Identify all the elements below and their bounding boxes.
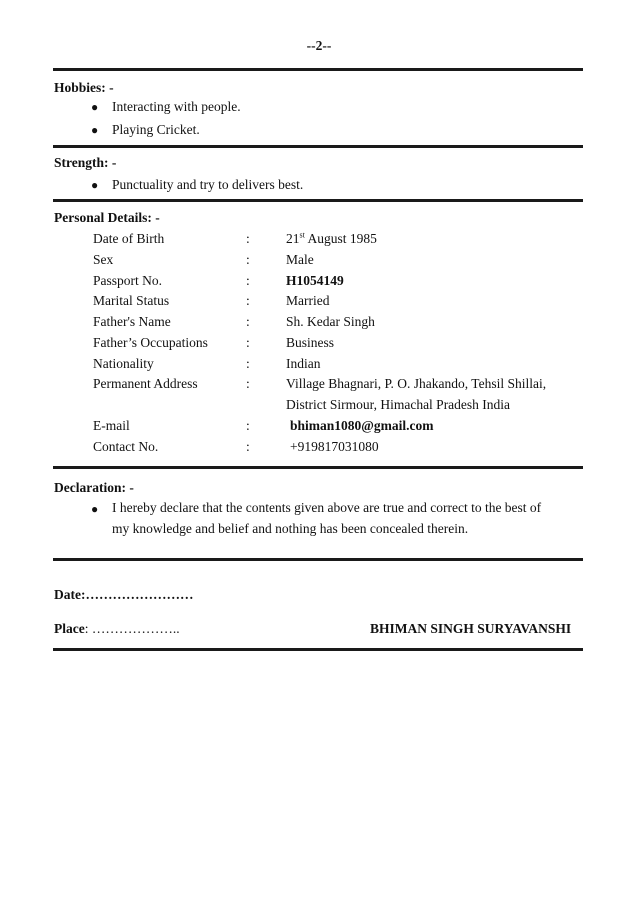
detail-separator: : [246,376,250,391]
detail-separator: : [246,273,250,288]
bullet-icon: ● [91,123,99,137]
detail-value: Sh. Kedar Singh [286,314,375,329]
detail-value: H1054149 [286,273,344,288]
hobby-item: Playing Cricket. [112,122,200,137]
page-number: --2-- [306,38,332,53]
declaration-text: my knowledge and belief and nothing has been concealed therein. [112,521,469,536]
detail-label: Passport No. [93,273,163,288]
section-divider [53,466,583,469]
detail-label: Father's Name [93,314,171,329]
detail-separator: : [246,335,250,350]
detail-value: Male [286,252,314,267]
detail-separator: : [246,439,250,454]
bullet-icon: ● [91,100,99,114]
section-divider [53,199,583,202]
detail-value: District Sirmour, Himachal Pradesh India [286,397,511,412]
personal-details-heading: Personal Details: - [54,210,160,225]
detail-separator: : [246,231,250,246]
detail-value: Village Bhagnari, P. O. Jhakando, Tehsil Shillai, [286,376,547,391]
date-label: Date:…………………… [54,587,194,602]
detail-separator: : [246,293,250,308]
detail-value: Business [286,335,335,350]
signature-name: BHIMAN SINGH SURYAVANSHI [370,621,572,636]
detail-separator: : [246,418,250,433]
detail-label: Permanent Address [93,376,198,391]
detail-value: Indian [286,356,321,371]
detail-separator: : [246,356,250,371]
hobby-item: Interacting with people. [112,99,241,114]
detail-label: Father’s Occupations [93,335,208,350]
strength-item: Punctuality and try to delivers best. [112,177,304,192]
section-divider [53,558,583,561]
detail-label: Nationality [93,356,154,371]
detail-label: Marital Status [93,293,170,308]
detail-value-dob: 21st August 1985 [286,230,377,246]
hobbies-heading: Hobbies: - [54,80,114,95]
detail-label: Sex [93,252,114,267]
section-divider [53,648,583,651]
declaration-heading: Declaration: - [54,480,134,495]
detail-label: Contact No. [93,439,159,454]
detail-label: Date of Birth [93,231,165,246]
bullet-icon: ● [91,178,99,192]
section-divider [53,68,583,71]
detail-value: +919817031080 [290,439,379,454]
detail-label: E-mail [93,418,130,433]
bullet-icon: ● [91,502,99,516]
declaration-text: I hereby declare that the contents given above are true and correct to the best of [112,500,542,515]
detail-separator: : [246,252,250,267]
detail-separator: : [246,314,250,329]
section-divider [53,145,583,148]
place-line: Place: ……………….. [54,621,180,636]
email-value: bhiman1080@gmail.com [290,418,434,433]
detail-value: Married [286,293,330,308]
strength-heading: Strength: - [54,155,117,170]
